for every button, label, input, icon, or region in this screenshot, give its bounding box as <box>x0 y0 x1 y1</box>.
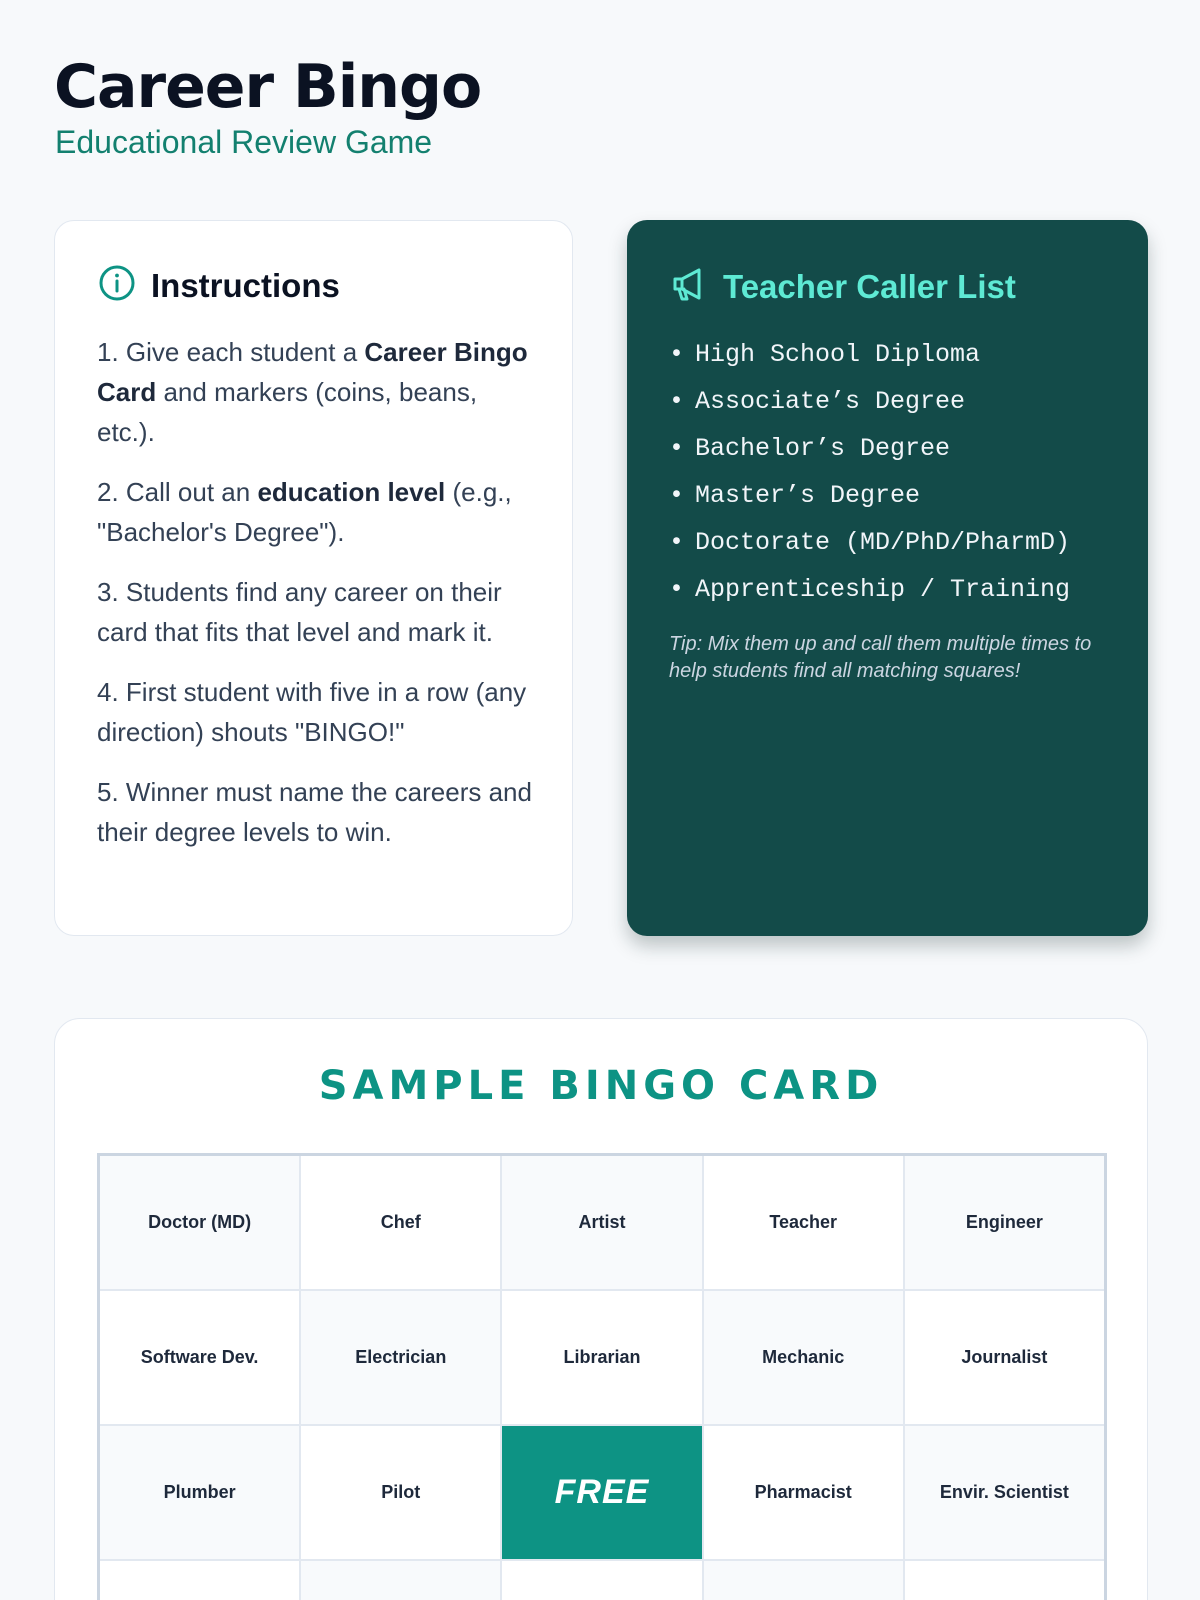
bingo-square[interactable]: Mechanic <box>704 1291 903 1424</box>
caller-list-header <box>669 264 1108 309</box>
instructions-title: Instructions <box>151 266 340 304</box>
bingo-square[interactable]: Software Dev. <box>100 1291 299 1424</box>
caller-list-item: • Associate’s Degree <box>669 387 966 416</box>
bingo-square[interactable]: Pharmacist <box>704 1426 903 1559</box>
page-title: Career Bingo <box>54 52 482 122</box>
bingo-square[interactable]: Journalist <box>905 1291 1104 1424</box>
bingo-square[interactable] <box>502 1561 701 1600</box>
caller-list-item: • High School Diploma <box>669 340 981 369</box>
instruction-step: 3. Students find any career on their card that fits that level and mark it. <box>97 577 502 647</box>
bingo-square[interactable]: Engineer <box>905 1156 1104 1289</box>
instructions-card <box>54 220 573 936</box>
caller-list-item: • Master’s Degree <box>669 481 921 510</box>
bingo-square[interactable] <box>905 1561 1104 1600</box>
caller-list-card <box>627 220 1148 936</box>
instruction-step: 5. Winner must name the careers and their degree levels to win. <box>97 777 532 847</box>
bingo-square[interactable]: Teacher <box>704 1156 903 1289</box>
bingo-square[interactable]: Envir. Scientist <box>905 1426 1104 1559</box>
bingo-square[interactable]: Librarian <box>502 1291 701 1424</box>
instruction-step: 1. Give each student a Career Bingo Card and markers (coins, beans, etc.). <box>97 337 528 447</box>
bingo-square[interactable]: Plumber <box>100 1426 299 1559</box>
megaphone-icon <box>669 264 723 309</box>
instruction-step: 4. First student with five in a row (any direction) shouts "BINGO!" <box>97 677 527 747</box>
instructions-header <box>97 263 532 308</box>
caller-tip: Tip: Mix them up and call them multiple times to help students find all matching squares! <box>669 633 1092 682</box>
page-subtitle: Educational Review Game <box>55 124 433 160</box>
bingo-square[interactable]: Doctor (MD) <box>100 1156 299 1289</box>
caller-list-item: • Doctorate (MD/PhD/PharmD) <box>669 528 1071 557</box>
bingo-square[interactable] <box>301 1561 500 1600</box>
caller-list-item: • Apprenticeship / Training <box>669 575 1071 604</box>
bingo-square[interactable]: Pilot <box>301 1426 500 1559</box>
instruction-step: 2. Call out an education level (e.g., "Bachelor's Degree"). <box>97 477 512 547</box>
bingo-square[interactable]: Electrician <box>301 1291 500 1424</box>
bingo-square[interactable]: Chef <box>301 1156 500 1289</box>
caller-list <box>669 331 1108 613</box>
info-circle-icon <box>97 263 151 308</box>
bingo-square[interactable] <box>704 1561 903 1600</box>
bingo-square[interactable] <box>100 1561 299 1600</box>
instructions-steps <box>97 332 532 852</box>
bingo-grid <box>97 1153 1107 1600</box>
bingo-card-title: SAMPLE BINGO CARD <box>318 1063 884 1109</box>
bingo-free-square[interactable]: FREE <box>502 1426 701 1559</box>
bingo-square[interactable]: Artist <box>502 1156 701 1289</box>
caller-list-item: • Bachelor’s Degree <box>669 434 951 463</box>
caller-list-title: Teacher Caller List <box>723 267 1016 305</box>
bingo-card-section <box>54 1018 1148 1600</box>
